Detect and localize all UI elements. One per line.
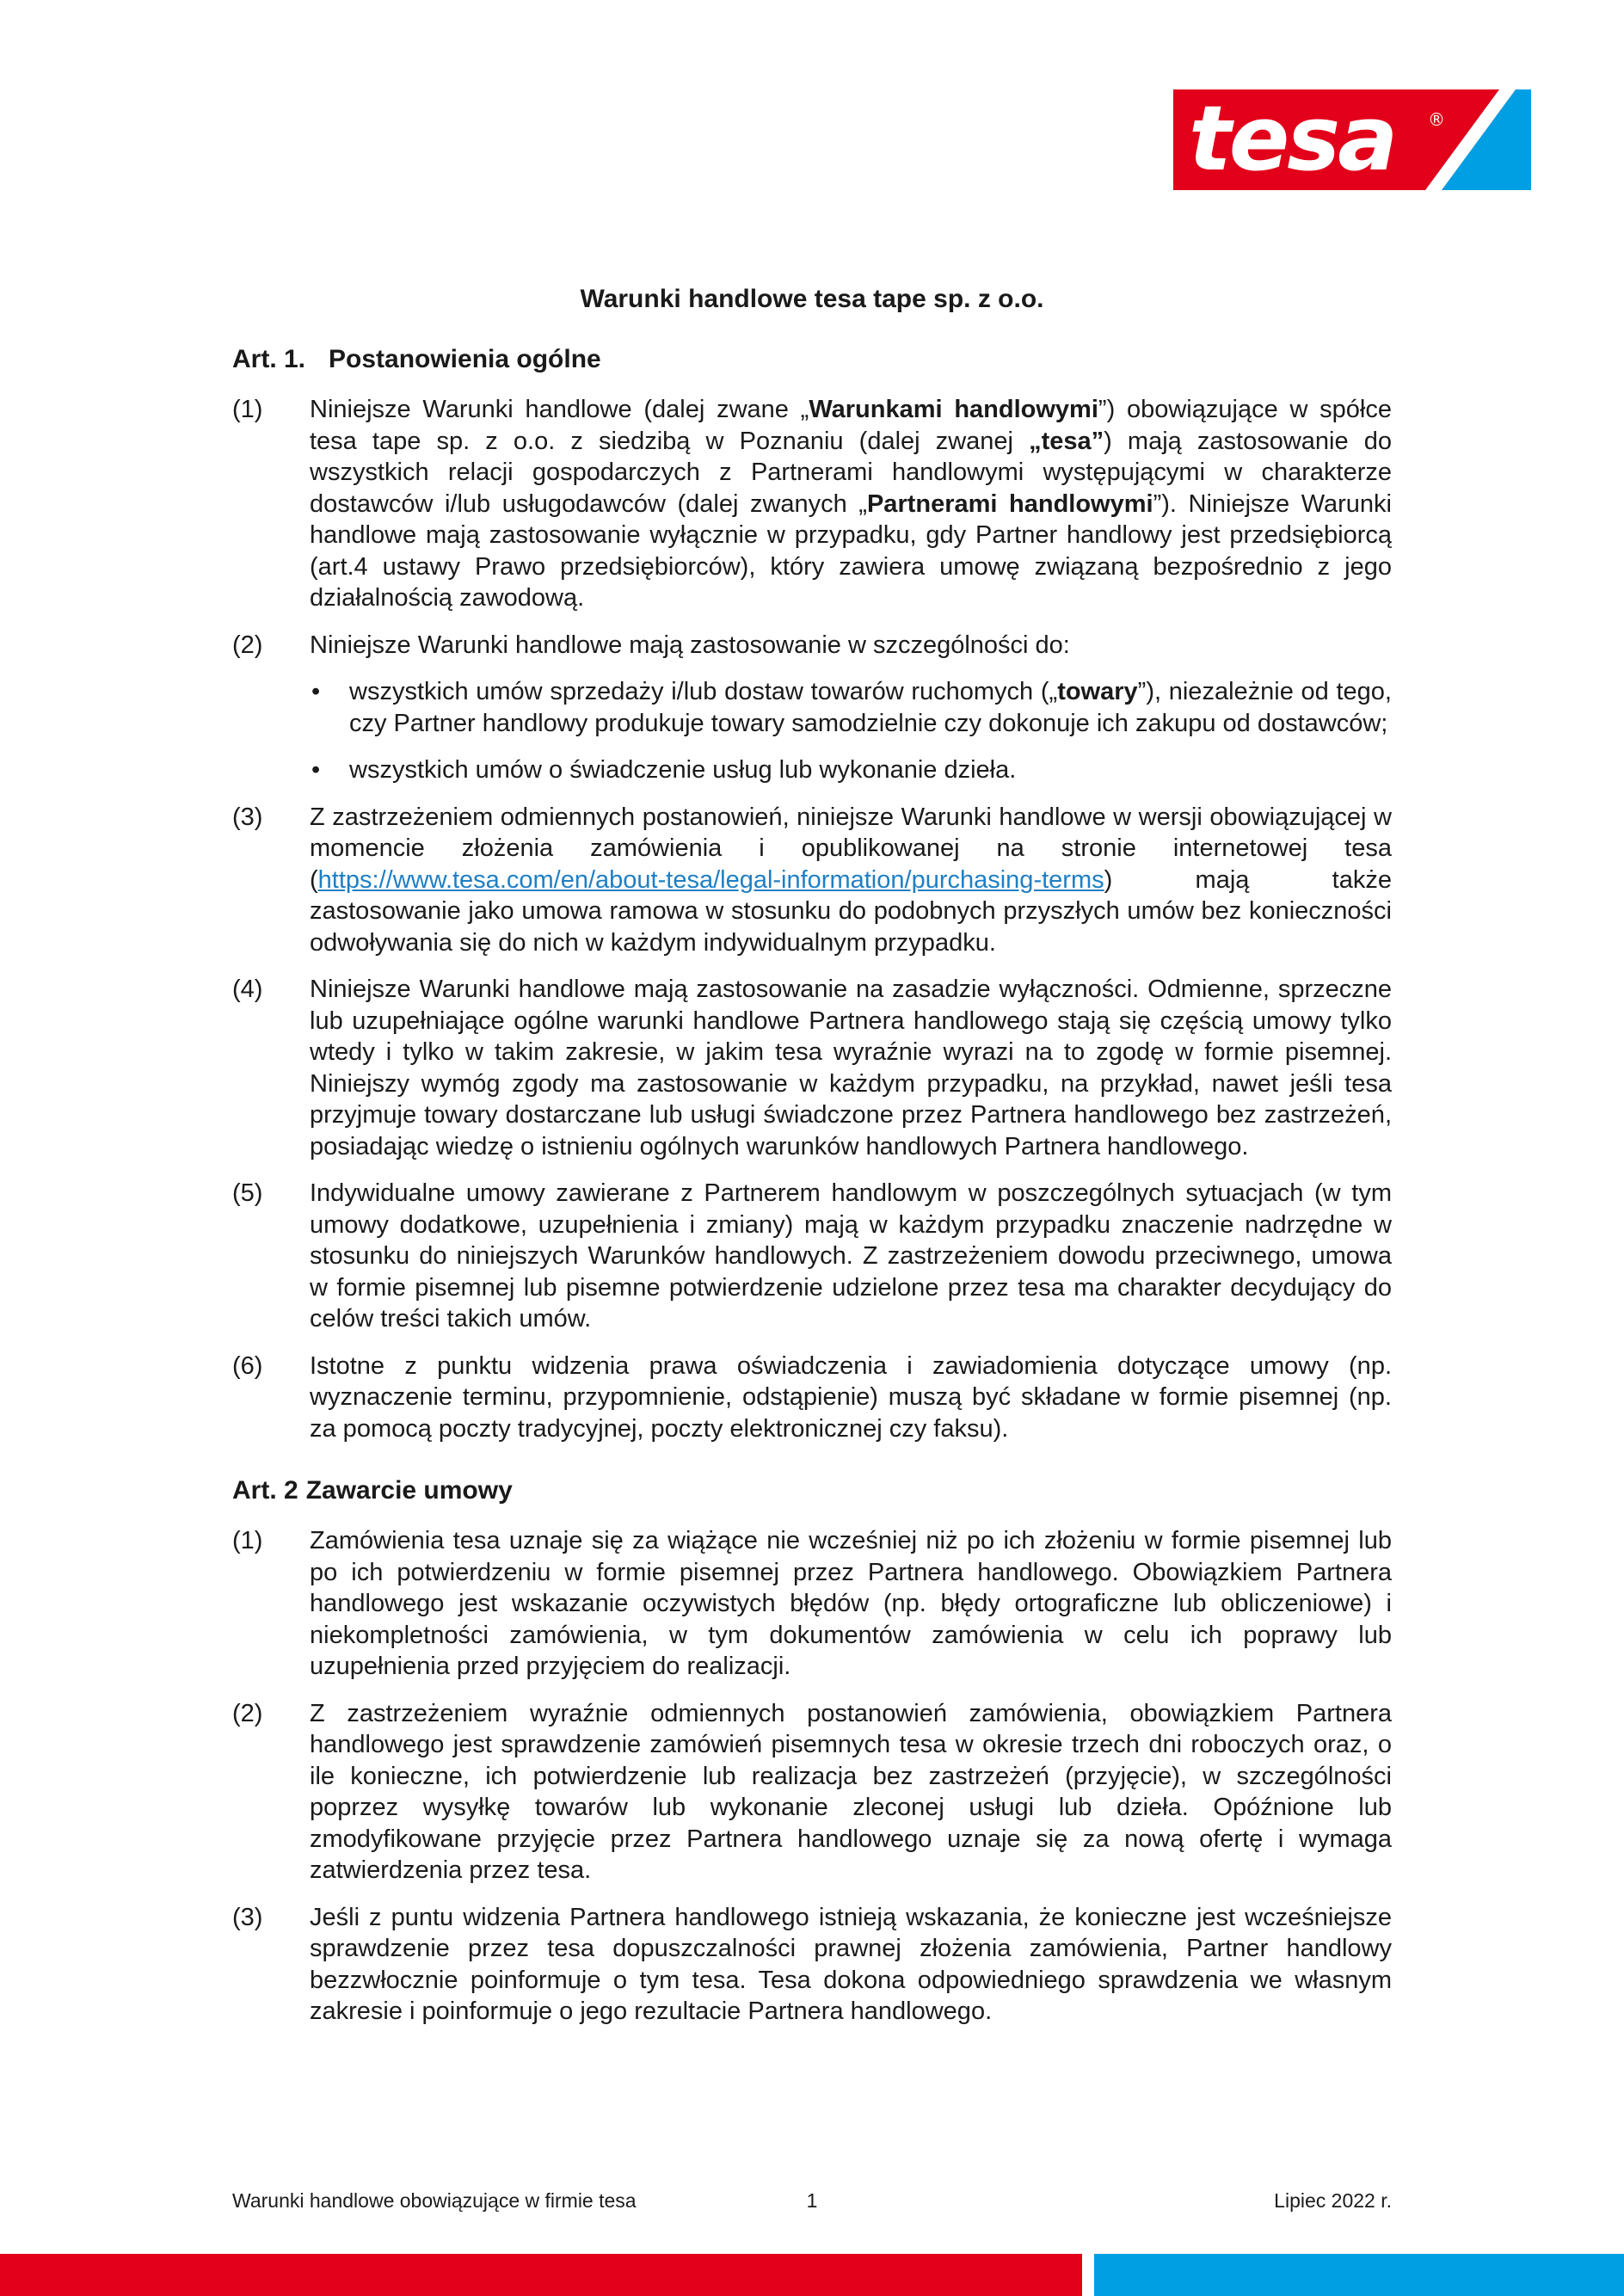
paragraph-text: Niniejsze Warunki handlowe mają zastosowanie na zasadzie wyłączności. Odmienne, sprzeczne lub uzupełniające ogólne warunki handlowe Partnera handlowego stają się częścią umowy tylko wtedy i tylko w takim zakresie, w jakim tesa wyraźnie wyrazi na to zgodę w formie pisemnej. Niniejszy wymóg zgody ma zastosowanie w każdym przypadku, na przykład, nawet jeśli tesa przyjmuje towary dostarczane lub usługi świadczone przez Partnera handlowego bez zastrzeżeń, posiadając wiedzę o istnieniu ogólnych warunków handlowych Partnera handlowego. (310, 976, 1392, 1160)
paragraph-text: Z zastrzeżeniem odmiennych postanowień, niniejsze Warunki handlowe w wersji obowiązującej w momencie złożenia zamówienia i opublikowanej na stronie internetowej tesa (https://www.tesa.com/en/about-tesa/legal-information/purchasing-terms) mają także zastosowanie jako umowa ramowa w stosunku do podobnych przyszłych umów bez konieczności odwoływania się do nich w każdym indywidualnym przypadku. (310, 803, 1392, 957)
document-body (232, 342, 1392, 2043)
paragraph-number: (1) (232, 1527, 263, 1554)
page-footer (232, 2187, 1392, 2214)
footer-document-name: Warunki handlowe obowiązujące w firmie tesa (232, 2189, 637, 2212)
paragraph-number: (1) (232, 396, 263, 423)
tesa-logo (1173, 89, 1531, 190)
paragraph-number: (2) (232, 631, 263, 659)
list-item-text: wszystkich umów o świadczenie usług lub wykonanie dzieła. (349, 756, 1017, 784)
paragraph-text: Istotne z punktu widzenia prawa oświadczenia i zawiadomienia dotyczące umowy (np. wyznaczenie terminu, przypomnienie, odstąpienie) muszą być składane w formie pisemnej (np. za pomocą poczty tradycyjnej, poczty elektronicznej czy faksu). (310, 1351, 1392, 1443)
art1-title: Postanowienia ogólne (329, 345, 601, 373)
footer-date: Lipiec 2022 r. (1274, 2189, 1392, 2212)
svg-text:tesa: tesa (1189, 89, 1396, 190)
paragraph-text: Z zastrzeżeniem wyraźnie odmiennych postanowień zamówienia, obowiązkiem Partnera handlowego jest sprawdzenie zamówień pisemnych tesa w okresie trzech dni roboczych oraz, o ile konieczne, ich potwierdzenie lub realizacja bez zastrzeżeń (przyjęcie), w szczególności poprzez wysyłkę towarów lub wykonanie zleconej usługi lub dzieła. Opóźnione lub zmodyfikowane przyjęcie przez Partnera handlowego uznaje się za nową ofertę i wymaga zatwierdzenia przez tesa. (310, 1699, 1392, 1884)
art2-heading (232, 1474, 1392, 1508)
paragraph-text: Niniejsze Warunki handlowe mają zastosowanie w szczególności do: (310, 631, 1070, 659)
art1-paragraph-6 (232, 1351, 1392, 1445)
paragraph-number: (4) (232, 976, 263, 1003)
art2-number: Art. 2 (232, 1476, 298, 1505)
list-item-text: wszystkich umów sprzedaży i/lub dostaw towarów ruchomych („towary”), niezależnie od tego, czy Partner handlowy produkuje towary samodzielnie czy dokonuje ich zakupu od dostawców; (349, 678, 1392, 737)
art1-number: Art. 1. (232, 345, 306, 373)
art1-paragraph-2 (232, 630, 1392, 662)
art1-paragraph-2-list (310, 676, 1392, 786)
list-item (310, 754, 1392, 786)
paragraph-number: (5) (232, 1179, 263, 1207)
paragraph-text: Niniejsze Warunki handlowe (dalej zwane „Warunkami handlowymi”) obowiązujące w spółce tesa tape sp. z o.o. z siedzibą w Poznaniu (dalej zwanej „tesa”) mają zastosowanie do wszystkich relacji gospodarczych z Partnerami handlowymi występującymi w charakterze dostawców i/lub usługodawców (dalej zwanych „Partnerami handlowymi”). Niniejsze Warunki handlowe mają zastosowanie wyłącznie w przypadku, gdy Partner handlowy jest przedsiębiorcą (art.4 ustawy Prawo przedsiębiorców), który zawiera umowę związaną bezpośrednio z jego działalnością zawodową. (310, 396, 1393, 612)
purchasing-terms-link[interactable]: https://www.tesa.com/en/about-tesa/legal-information/purchasing-terms (317, 865, 1104, 894)
art1-heading (232, 342, 1392, 377)
art1-paragraph-5 (232, 1178, 1392, 1335)
paragraph-number: (2) (232, 1699, 263, 1727)
svg-text:®: ® (1428, 109, 1445, 130)
paragraph-text: Indywidualne umowy zawierane z Partnerem handlowym w poszczególnych sytuacjach (w tym umowy dodatkowe, uzupełnienia i zmiany) mają w każdym przypadku znaczenie nadrzędne w stosunku do niniejszych Warunków handlowych. Z zastrzeżeniem dowodu przeciwnego, umowa w formie pisemnej lub pisemne potwierdzenie udzielone przez tesa ma charakter decydujący do celów treści takich umów. (310, 1179, 1392, 1333)
art1-paragraph-3 (232, 802, 1392, 959)
document-title: Warunki handlowe tesa tape sp. z o.o. (580, 285, 1044, 313)
art2-paragraph-2 (232, 1698, 1392, 1887)
paragraph-number: (3) (232, 1903, 263, 1931)
footer-blue-bar (1094, 2254, 1624, 2296)
footer-red-bar (0, 2254, 1082, 2296)
art2-title: Zawarcie umowy (305, 1476, 513, 1505)
art1-paragraph-4 (232, 974, 1392, 1162)
paragraph-text: Zamówienia tesa uznaje się za wiążące nie wcześniej niż po ich złożeniu w formie pisemnej lub po ich potwierdzeniu w formie pisemnej przez Partnera handlowego. Obowiązkiem Partnera handlowego jest wskazanie oczywistych błędów (np. błędy ortograficzne lub obliczeniowe) i niekompletności zamówienia, w tym dokumentów zamówienia w celu ich poprawy lub uzupełnienia przed przyjęciem do realizacji. (310, 1527, 1392, 1680)
paragraph-number: (3) (232, 803, 263, 831)
paragraph-text: Jeśli z puntu widzenia Partnera handlowego istnieją wskazania, że konieczne jest wcześniejsze sprawdzenie przez tesa dopuszczalności prawnej złożenia zamówienia, Partner handlowy bezzwłocznie poinformuje o tym tesa. Tesa dokona odpowiedniego sprawdzenia we własnym zakresie i poinformuje o jego rezultacie Partnera handlowego. (310, 1903, 1392, 2025)
tesa-logo-icon (1173, 89, 1531, 190)
bullet-icon: • (311, 756, 321, 784)
art2-paragraph-1 (232, 1525, 1392, 1683)
art2-paragraph-3 (232, 1902, 1392, 2028)
bullet-icon: • (311, 678, 321, 705)
paragraph-number: (6) (232, 1351, 263, 1380)
list-item (310, 676, 1392, 739)
footer-page-number: 1 (806, 2189, 818, 2212)
art1-paragraph-1 (232, 394, 1392, 614)
